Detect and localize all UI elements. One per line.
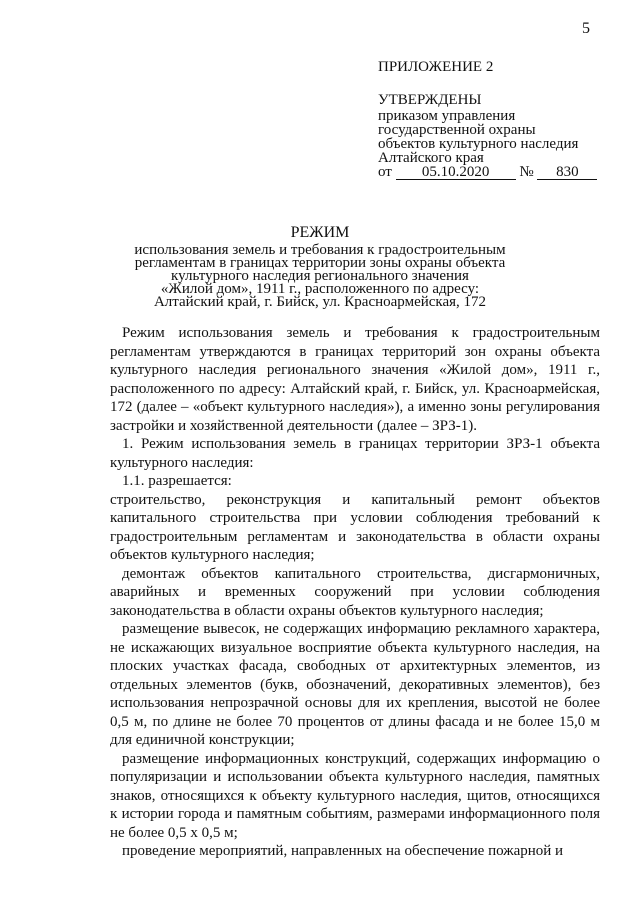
- list-item: размещение информационных конструкций, содержащих информацию о популяризации и использовании объекта культурного наследия, памятных знаков, относящихся к объекту культурного наследия, щитов, относящихся к истории города и памятным событиям, размерами информационного поля не более 0,5 х 0,5 м;: [110, 750, 600, 841]
- title-line: регламентам в границах территории зоны охраны объекта: [134, 255, 506, 271]
- number-sign: №: [519, 164, 534, 180]
- document-title: [60, 224, 580, 309]
- list-item: строительство, реконструкция и капитальный ремонт объектов капитального строительства при условии соблюдения требований к градостроительным регламентам и законодательства в области охраны объектов культурного наследия;: [110, 491, 600, 563]
- title-line: Алтайский край, г. Бийск, ул. Красноармейская, 172: [153, 294, 487, 310]
- document-body: [110, 324, 600, 861]
- approval-line: приказом управления: [378, 108, 516, 124]
- title-line: культурного наследия регионального значения: [171, 268, 469, 284]
- approval-block: [378, 58, 618, 180]
- section-1-1-paragraph: 1.1. разрешается:: [122, 473, 232, 489]
- approval-line: Алтайского края: [378, 150, 484, 166]
- date-prefix: от: [378, 164, 392, 180]
- section-1-paragraph: 1. Режим использования земель в границах территории ЗРЗ-1 объекта культурного наследия:: [110, 436, 600, 471]
- intro-paragraph: Режим использования земель и требования к градостроительным регламентам утверждаются в границах территорий зон охраны объекта культурного наследия регионального значения «Жилой дом», 1911 г., расположенного по адресу: Алтайский край, г. Бийск, ул. Красноармейская, 172 (далее – «объект культурного наследия»), а именно зоны регулирования застройки и хозяйственной деятельности (далее – ЗРЗ-1).: [110, 325, 600, 434]
- title-heading: РЕЖИМ: [290, 224, 350, 241]
- appendix-label: ПРИЛОЖЕНИЕ 2: [378, 59, 494, 75]
- approval-line: государственной охраны: [378, 122, 536, 138]
- list-item: проведение мероприятий, направленных на обеспечение пожарной и: [122, 843, 564, 859]
- list-item: демонтаж объектов капитального строительства, дисгармоничных, аварийных и временных сооружений при условии соблюдения законодательства в области охраны объектов культурного наследия;: [110, 565, 600, 619]
- approval-date-line: [378, 165, 618, 180]
- page-number: 5: [582, 20, 590, 37]
- approval-number: 830: [537, 166, 597, 180]
- list-item: размещение вывесок, не содержащих информацию рекламного характера, не искажающих визуальное восприятие объекта культурного наследия, на плоских участках фасада, свободных от архитектурных элементов, из отдельных элементов (букв, обозначений, декоративных элементов), без использования непрозрачной основы для их крепления, высотой не более 0,5 м, по длине не более 70 процентов от длины фасада и не более 15,0 м для единичной конструкции;: [110, 621, 600, 748]
- title-line: использования земель и требования к градостроительным: [134, 242, 506, 258]
- approved-label: УТВЕРЖДЕНЫ: [378, 92, 482, 108]
- approval-line: объектов культурного наследия: [378, 136, 579, 152]
- title-line: «Жилой дом», 1911 г., расположенного по адресу:: [160, 281, 480, 297]
- approval-date: 05.10.2020: [396, 166, 516, 180]
